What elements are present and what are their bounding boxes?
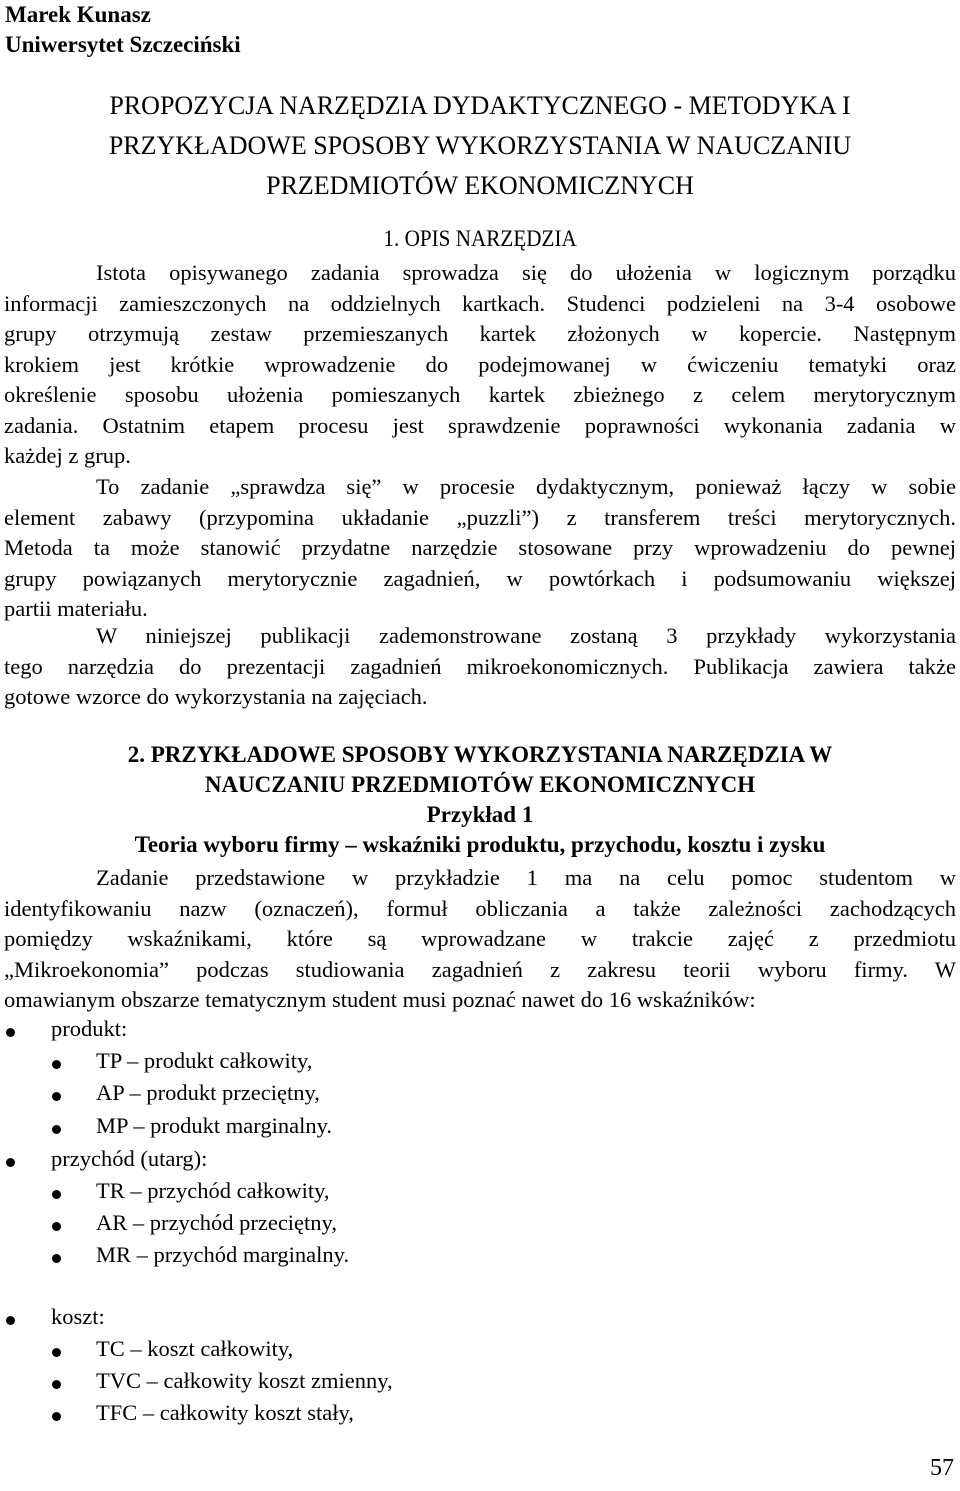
example-title: Teoria wyboru firmy – wskaźniki produktu, przychodu, kosztu i zysku xyxy=(134,832,826,857)
list-item xyxy=(52,1400,354,1426)
list-item-label: TVC – całkowity koszt zmienny, xyxy=(96,1368,393,1393)
bullet-icon xyxy=(52,1348,61,1357)
text-line: grupy otrzymują zestaw przemieszanych kartek złożonych w kopercie. Następnym xyxy=(4,321,956,346)
bullet-icon xyxy=(52,1060,61,1069)
text-line: Istota opisywanego zadania sprowadza się do ułożenia w logicznym porządku xyxy=(96,260,956,285)
bullet-icon xyxy=(52,1412,61,1421)
title-line: PROPOZYCJA NARZĘDZIA DYDAKTYCZNEGO - METODYKA I xyxy=(109,91,851,120)
list-item-label: MP – produkt marginalny. xyxy=(96,1113,333,1138)
text-line: To zadanie „sprawdza się” w procesie dydaktycznym, ponieważ łączy w sobie xyxy=(96,474,956,499)
page-number: 57 xyxy=(930,1455,954,1481)
text-line: tego narzędzia do prezentacji zagadnień mikroekonomicznych. Publikacja zawiera także xyxy=(4,653,956,679)
paragraph xyxy=(4,258,956,472)
list-item xyxy=(52,1336,293,1362)
page-title xyxy=(0,86,960,206)
text-line: pomiędzy wskaźnikami, które są wprowadzane w trakcie zajęć z przedmiotu xyxy=(4,926,956,951)
example-label: Przykład 1 xyxy=(426,802,534,827)
section-heading: 1. OPIS NARZĘDZIA xyxy=(383,226,577,251)
text-line: krokiem jest krótkie wprowadzenie do podejmowanej w ćwiczeniu tematyki oraz xyxy=(4,351,956,377)
bullet-icon xyxy=(52,1222,61,1231)
bullet-icon xyxy=(6,1028,15,1037)
paragraph xyxy=(4,621,956,713)
list-item-label: TC – koszt całkowity, xyxy=(96,1336,294,1361)
paragraph xyxy=(4,863,956,1016)
list-item-label: przychód (utarg): xyxy=(51,1146,208,1171)
list-item-label: TR – przychód całkowity, xyxy=(96,1178,330,1203)
text-line: każdej z grup. xyxy=(4,443,131,468)
text-line: Zadanie przedstawione w przykładzie 1 ma na celu pomoc studentom w xyxy=(96,865,956,890)
list-item xyxy=(52,1210,337,1236)
author-affiliation: Uniwersytet Szczeciński xyxy=(5,32,241,57)
list-item-label: koszt: xyxy=(51,1304,105,1329)
list-item xyxy=(52,1242,349,1268)
list-item xyxy=(52,1048,312,1074)
text-line: partii materiału. xyxy=(4,596,148,621)
text-line: określenie sposobu ułożenia pomieszanych kartek zbieżnego z celem merytorycznym xyxy=(4,382,956,407)
list-item-label: AP – produkt przeciętny, xyxy=(96,1080,320,1105)
bullet-icon xyxy=(52,1190,61,1199)
list-item-label: MR – przychód marginalny. xyxy=(96,1242,350,1267)
bullet-icon xyxy=(52,1380,61,1389)
list-item xyxy=(52,1080,320,1106)
text-line: informacji zamieszczonych na oddzielnych kartkach. Studenci podzieleni na 3-4 osobowe xyxy=(4,290,956,316)
list-item xyxy=(52,1368,393,1394)
title-line: PRZYKŁADOWE SPOSOBY WYKORZYSTANIA W NAUCZANIU xyxy=(108,131,852,160)
list-item xyxy=(6,1304,105,1330)
title-line: PRZEDMIOTÓW EKONOMICZNYCH xyxy=(266,171,694,200)
text-line: omawianym obszarze tematycznym student musi poznać nawet do 16 wskaźników: xyxy=(4,987,756,1012)
list-item xyxy=(52,1113,332,1139)
text-line: zadania. Ostatnim etapem procesu jest sprawdzenie poprawności wykonania zadania w xyxy=(4,412,956,438)
text-line: element zabawy (przypomina układanie „puzzli”) z transferem treści merytorycznych. xyxy=(4,504,956,530)
list-item-label: produkt: xyxy=(51,1016,128,1041)
text-line: identyfikowaniu nazw (oznaczeń), formuł obliczania a także zależności zachodzących xyxy=(4,895,956,921)
list-item-label: TP – produkt całkowity, xyxy=(96,1048,313,1073)
bullet-icon xyxy=(52,1125,61,1134)
list-item-label: TFC – całkowity koszt stały, xyxy=(96,1400,354,1425)
text-line: gotowe wzorce do wykorzystania na zajęciach. xyxy=(4,684,428,709)
section-heading xyxy=(0,740,960,860)
text-line: „Mikroekonomia” podczas studiowania zagadnień z zakresu teorii wyboru firmy. W xyxy=(4,956,956,982)
text-line: grupy powiązanych merytorycznie zagadnień, w powtórkach i podsumowaniu większej xyxy=(4,565,956,591)
author-name: Marek Kunasz xyxy=(5,2,151,27)
paragraph xyxy=(4,472,956,625)
bullet-icon xyxy=(6,1158,15,1167)
bullet-icon xyxy=(6,1316,15,1325)
author-block xyxy=(5,0,241,60)
section-heading-line: 2. PRZYKŁADOWE SPOSOBY WYKORZYSTANIA NARZĘDZIA W xyxy=(127,742,833,767)
section-heading-line: NAUCZANIU PRZEDMIOTÓW EKONOMICZNYCH xyxy=(204,772,756,797)
list-item-label: AR – przychód przeciętny, xyxy=(96,1210,337,1235)
text-line: W niniejszej publikacji zademonstrowane zostaną 3 przykłady wykorzystania xyxy=(96,623,956,648)
bullet-icon xyxy=(52,1092,61,1101)
text-line: Metoda ta może stanowić przydatne narzędzie stosowane przy wprowadzeniu do pewnej xyxy=(4,535,956,560)
list-item xyxy=(6,1146,207,1172)
list-item xyxy=(6,1016,127,1042)
bullet-icon xyxy=(52,1254,61,1263)
list-item xyxy=(52,1178,329,1204)
